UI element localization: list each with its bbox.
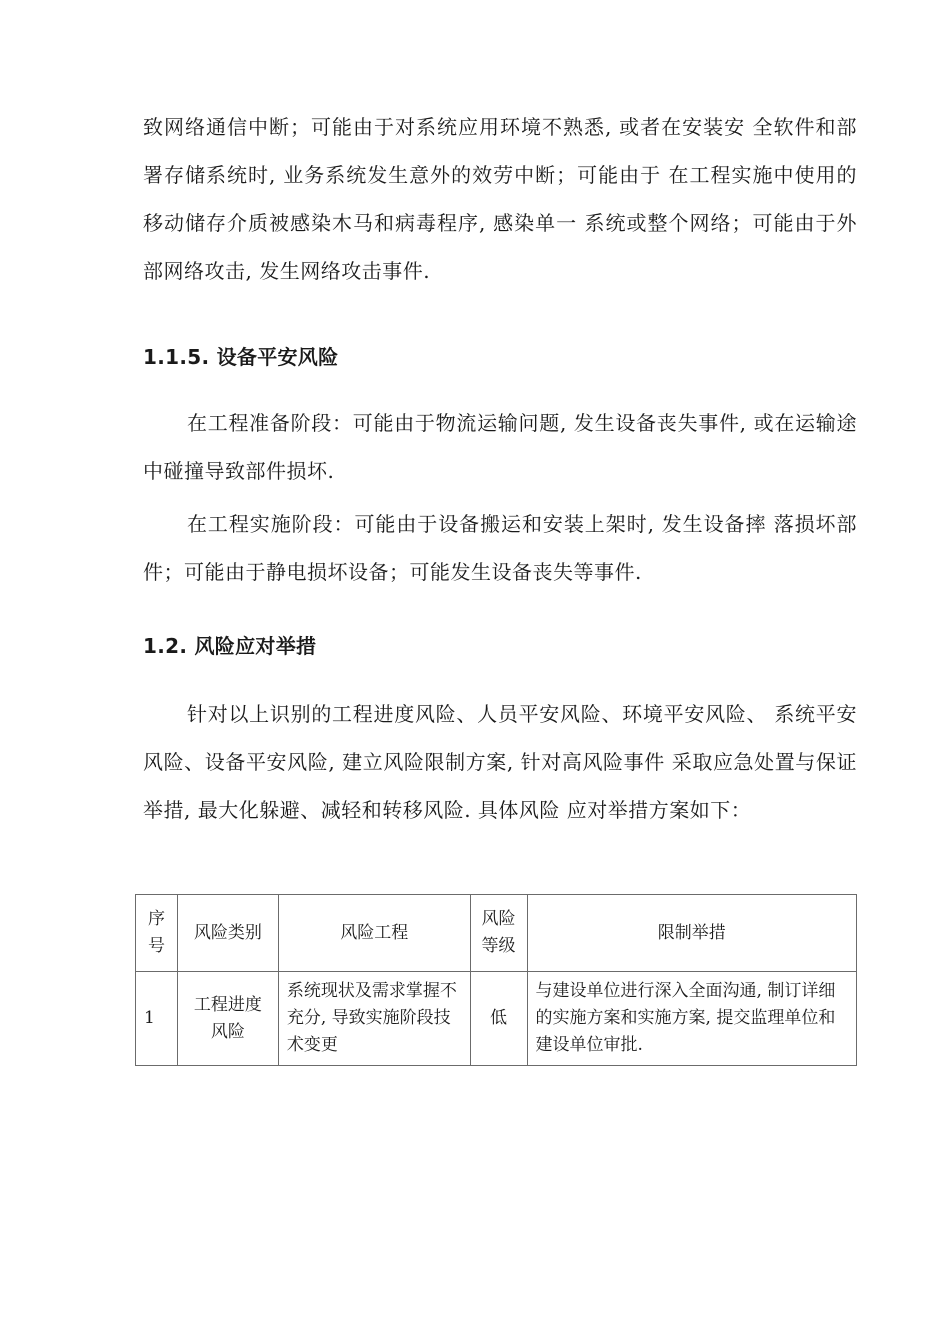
cell-category: 工程进度风险 xyxy=(177,972,278,1066)
cell-no: 1 xyxy=(136,972,178,1066)
header-measure: 限制举措 xyxy=(527,895,856,972)
cell-measure: 与建设单位进行深入全面沟通, 制订详细的实施方案和实施方案, 提交监理单位和建设单位审批. xyxy=(527,972,856,1066)
risk-measures-table xyxy=(135,894,857,1066)
cell-item: 系统现状及需求掌握不充分, 导致实施阶段技术变更 xyxy=(278,972,470,1066)
paragraph-preparation-stage: 在工程准备阶段：可能由于物流运输问题, 发生设备丧失事件, 或在运输途中碰撞导致部件损坏. xyxy=(143,411,857,483)
header-level: 风险等级 xyxy=(470,895,527,972)
paragraph-implementation-stage: 在工程实施阶段：可能由于设备搬运和安装上架时, 发生设备摔 落损坏部件；可能由于静电损坏设备；可能发生设备丧失等事件. xyxy=(143,512,857,584)
header-no: 序号 xyxy=(136,895,178,972)
section-heading-risk-measures: 1.2. 风险应对举措 xyxy=(143,634,317,658)
header-item: 风险工程 xyxy=(278,895,470,972)
paragraph-measures-intro: 针对以上识别的工程进度风险、人员平安风险、环境平安风险、 系统平安风险、设备平安风险, 建立风险限制方案, 针对高风险事件 采取应急处置与保证举措, 最大化躲避、减轻和转移风险. 具体风险 应对举措方案如下： xyxy=(143,702,857,822)
table-row xyxy=(136,972,857,1066)
table-header-row xyxy=(136,895,857,972)
paragraph-network-risk: 致网络通信中断；可能由于对系统应用环境不熟悉, 或者在安装安 全软件和部署存储系统时, 业务系统发生意外的效劳中断；可能由于 在工程实施中使用的移动储存介质被感染木马和病毒程序, 感染单一 系统或整个网络；可能由于外部网络攻击, 发生网络攻击事件. xyxy=(143,115,857,283)
section-heading-equipment-risk: 1.1.5. 设备平安风险 xyxy=(143,345,339,369)
header-category: 风险类别 xyxy=(177,895,278,972)
cell-level: 低 xyxy=(470,972,527,1066)
